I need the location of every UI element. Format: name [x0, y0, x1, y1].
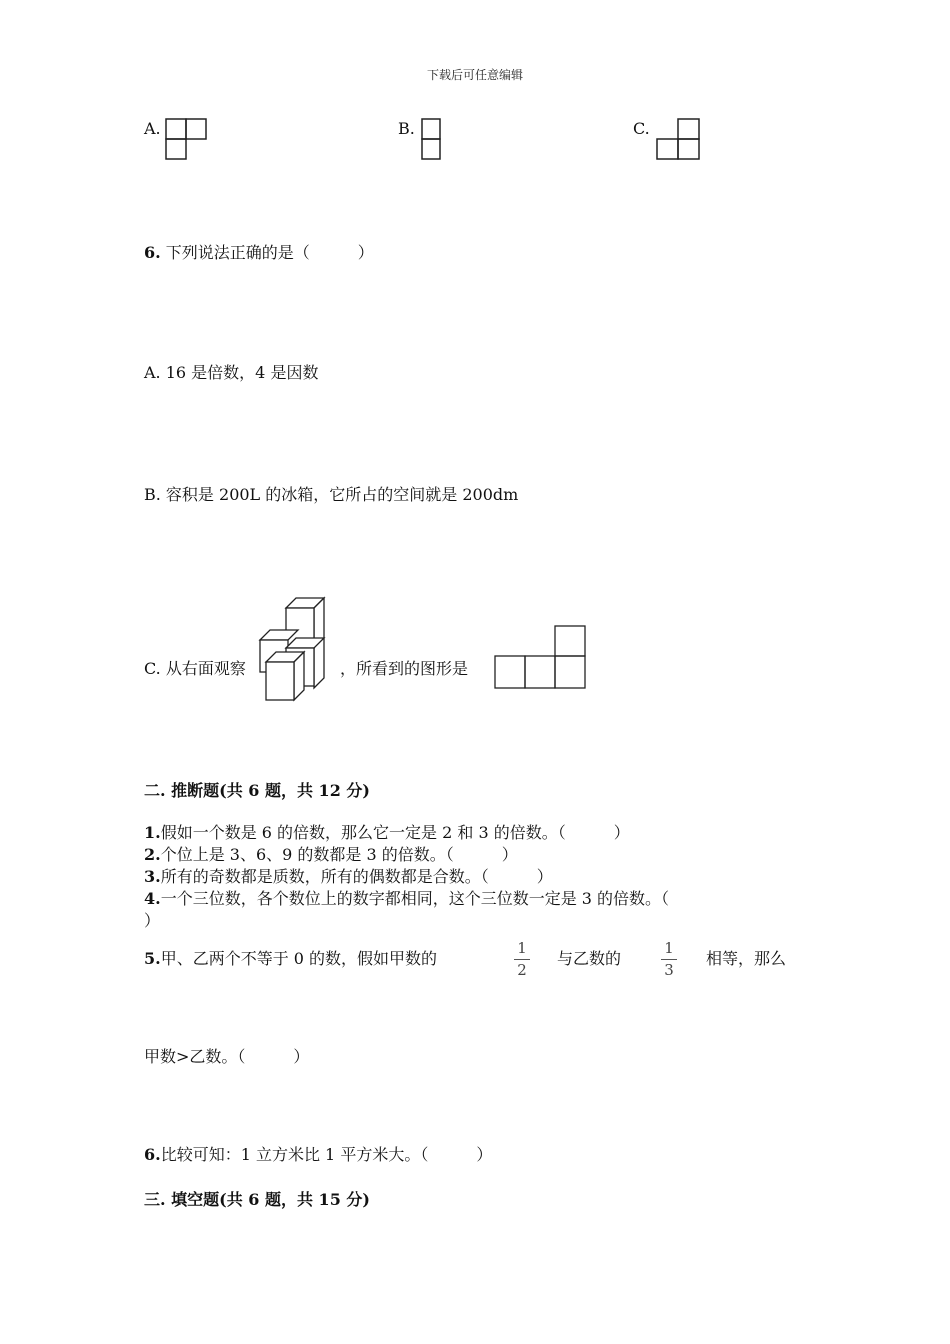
option-c-label: C. [633, 119, 650, 138]
fraction-one-third [659, 941, 679, 978]
fraction-one-half [512, 941, 532, 978]
right-view-figure [490, 624, 590, 696]
option-c-figure [656, 118, 702, 162]
item-text: 个位上是 3、6、9 的数都是 3 的倍数。（ ） [160, 845, 518, 864]
item-number: 6. [144, 1145, 161, 1164]
item-text: 假如一个数是 6 的倍数，那么它一定是 2 和 3 的倍数。（ ） [160, 823, 630, 842]
judge-item-2 [144, 842, 518, 865]
item-number: 2. [144, 845, 161, 864]
item-number: 4. [144, 889, 161, 908]
judge-item-5-continued: 甲数>乙数。（ ） [144, 1047, 310, 1066]
item-text: 比较可知：1 立方米比 1 平方米大。（ ） [160, 1145, 493, 1164]
page-header: 下载后可任意编辑 [426, 68, 523, 82]
option-a-text: A. 16 是倍数，4 是因数 [144, 363, 319, 382]
section-3-title: 三. 填空题(共 6 题，共 15 分) [144, 1190, 370, 1209]
fraction-bar [514, 959, 530, 960]
item-number: 3. [144, 867, 161, 886]
item-text-part-2: 与乙数的 [557, 949, 622, 968]
judge-item-6 [144, 1142, 492, 1165]
fraction-bar [661, 959, 677, 960]
judge-item-3 [144, 864, 553, 887]
fraction-denominator: 2 [517, 961, 527, 979]
option-b-figure [421, 118, 443, 162]
item-text: 一个三位数，各个数位上的数字都相同，这个三位数一定是 3 的倍数。（ [160, 889, 670, 908]
option-b-text: B. 容积是 200L 的冰箱，它所占的空间就是 200dm [144, 485, 519, 504]
item-text-part-1: 甲、乙两个不等于 0 的数，假如甲数的 [160, 949, 438, 968]
item-text-part-3: 相等，那么 [706, 949, 787, 968]
judge-item-4 [144, 886, 669, 909]
option-a-figure [165, 118, 209, 162]
option-c-prefix: C. 从右面观察 [144, 659, 246, 678]
option-b-label: B. [398, 119, 415, 138]
cube-stack-figure [256, 596, 330, 706]
option-a-label: A. [144, 119, 161, 138]
item-text: 所有的奇数都是质数，所有的偶数都是合数。（ ） [160, 867, 553, 886]
item-number: 5. [144, 949, 161, 968]
fraction-denominator: 3 [664, 961, 674, 979]
item-number: 1. [144, 823, 161, 842]
question-stem: 下列说法正确的是（ ） [165, 243, 374, 262]
option-c-suffix: ，所看到的图形是 [340, 659, 469, 678]
fraction-numerator: 1 [517, 939, 527, 957]
judge-item-5 [144, 946, 437, 969]
question-6 [144, 240, 374, 263]
section-2-title: 二. 推断题(共 6 题，共 12 分) [144, 781, 370, 800]
question-number: 6. [144, 243, 161, 262]
judge-item-4-continued: ） [144, 911, 161, 930]
judge-item-1 [144, 820, 630, 843]
fraction-numerator: 1 [664, 939, 674, 957]
